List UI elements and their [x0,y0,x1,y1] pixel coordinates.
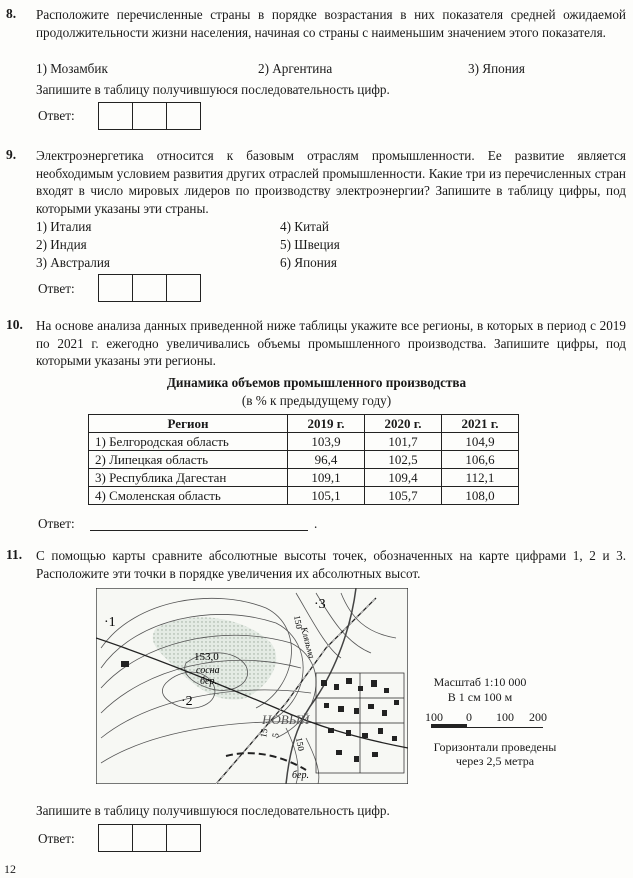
table-row [89,469,519,487]
task8-instruction: Запишите в таблицу получившуюся последовательность цифр. [36,82,390,97]
task9-answer-box[interactable] [98,274,201,302]
region-cell: 4) Смоленская область [89,487,288,505]
task11-answer-label: Ответ: [38,831,75,846]
scale-bar [431,727,543,728]
table-row [89,487,519,505]
task11-number: 11. [6,547,23,562]
header-2020: 2020 г. [365,415,442,433]
task9-text: Электроэнергетика относится к базовым отраслям промышленности. Ее развитие является необходимым условием развития других отраслей промышленности. Какие три из перечисленных стран входят в число мировых лидеров по производству электроэнергии? Запишите в таблицу цифры, под которыми указаны эти страны. [36,148,626,216]
forest-type-label: сосна [196,665,220,676]
value-cell: 105,1 [288,487,365,505]
task8-option-2: 2) Аргентина [258,61,333,76]
header-region: Регион [89,415,288,433]
task11-instruction: Запишите в таблицу получившуюся последовательность цифр. [36,803,390,818]
contour-label-150: 150 [292,614,305,630]
map-scale-sub: В 1 см 100 м [447,690,513,704]
page-number: 12 [4,862,16,876]
point-3-label: ·3 [314,597,326,612]
value-cell: 103,9 [288,433,365,451]
road-label-15: 15 [258,727,270,739]
scale-bar-segment [431,724,467,727]
topographic-map [96,588,408,784]
value-cell: 108,0 [442,487,519,505]
map-scale-title: Масштаб 1:10 000 [433,675,527,689]
answer-cell[interactable] [99,825,133,851]
task8-option-3: 3) Япония [468,61,525,76]
table-header-row [89,415,519,433]
birch-label: бер. [200,676,217,687]
scale-tick-100: 100 [496,710,514,724]
value-cell: 105,7 [365,487,442,505]
task9-option-2: 2) Индия [36,237,87,252]
table-row [89,451,519,469]
spot-height-label: 153,0 [194,651,219,663]
answer-cell[interactable] [133,275,167,301]
contour-label-150-2: 150 [294,736,307,752]
table-row [89,433,519,451]
header-2021: 2021 г. [442,415,519,433]
answer-cell[interactable] [133,103,167,129]
region-cell: 2) Липецкая область [89,451,288,469]
task8-text: Расположите перечисленные страны в порядке возрастания в них показателя средней ожидаемой продолжительности жизни населения, начиная со страны с наименьшим значением этого показателя. [36,7,626,40]
region-cell: 1) Белгородская область [89,433,288,451]
point-1-label: ·1 [104,615,116,630]
scale-tick-0: 0 [466,710,472,724]
value-cell: 102,5 [365,451,442,469]
contour-interval-2: через 2,5 метра [455,754,535,768]
data-table [88,414,519,505]
region-cell: 3) Республика Дагестан [89,469,288,487]
answer-cell[interactable] [99,103,133,129]
task8-number: 8. [6,6,17,21]
task9-number: 9. [6,147,17,162]
scale-tick-100-left: 100 [425,710,443,724]
answer-cell[interactable] [167,275,200,301]
river-label: Клязьма [299,625,317,660]
answer-cell[interactable] [133,825,167,851]
task10-answer-label: Ответ: [38,516,75,531]
value-cell: 106,6 [442,451,519,469]
answer-cell[interactable] [167,103,200,129]
point-2-label: ·2 [181,694,193,709]
task8-answer-label: Ответ: [38,108,75,123]
table-title: Динамика объемов промышленного производства [166,375,467,390]
task10-answer-period: . [314,516,318,531]
answer-cell[interactable] [167,825,200,851]
value-cell: 109,4 [365,469,442,487]
task9-option-5: 5) Швеция [280,237,340,252]
task8-option-1: 1) Мозамбик [36,61,108,76]
road-label-5: 5 [270,732,281,739]
birch-label-2: бер. [292,770,309,781]
task11-answer-box[interactable] [98,824,201,852]
task10-text: На основе анализа данных приведенной ниже таблицы укажите все регионы, в которых в период с 2019 по 2021 г. ежегодно увеличивались объемы промышленного производства. Запишите цифры, под которыми указаны эти регионы. [36,318,626,368]
task8-answer-box[interactable] [98,102,201,130]
value-cell: 104,9 [442,433,519,451]
contour-interval-1: Горизонтали проведены [433,740,557,754]
task10-answer-line[interactable] [90,530,308,531]
answer-cell[interactable] [99,275,133,301]
value-cell: 101,7 [365,433,442,451]
task9-option-1: 1) Италия [36,219,92,234]
value-cell: 96,4 [288,451,365,469]
scale-tick-200: 200 [529,710,547,724]
settlement-label: НОВЫЙ [262,712,310,727]
building-marker [121,661,129,667]
value-cell: 112,1 [442,469,519,487]
table-subtitle: (в % к предыдущему году) [241,393,392,408]
task9-option-3: 3) Австралия [36,255,110,270]
value-cell: 109,1 [288,469,365,487]
task9-answer-label: Ответ: [38,281,75,296]
task9-option-6: 6) Япония [280,255,337,270]
task11-text: С помощью карты сравните абсолютные высоты точек, обозначенных на карте цифрами 1, 2 и 3. Расположите эти точки в порядке увеличения их абсолютных высот. [36,548,626,581]
task10-number: 10. [6,317,23,332]
header-2019: 2019 г. [288,415,365,433]
task9-option-4: 4) Китай [280,219,329,234]
